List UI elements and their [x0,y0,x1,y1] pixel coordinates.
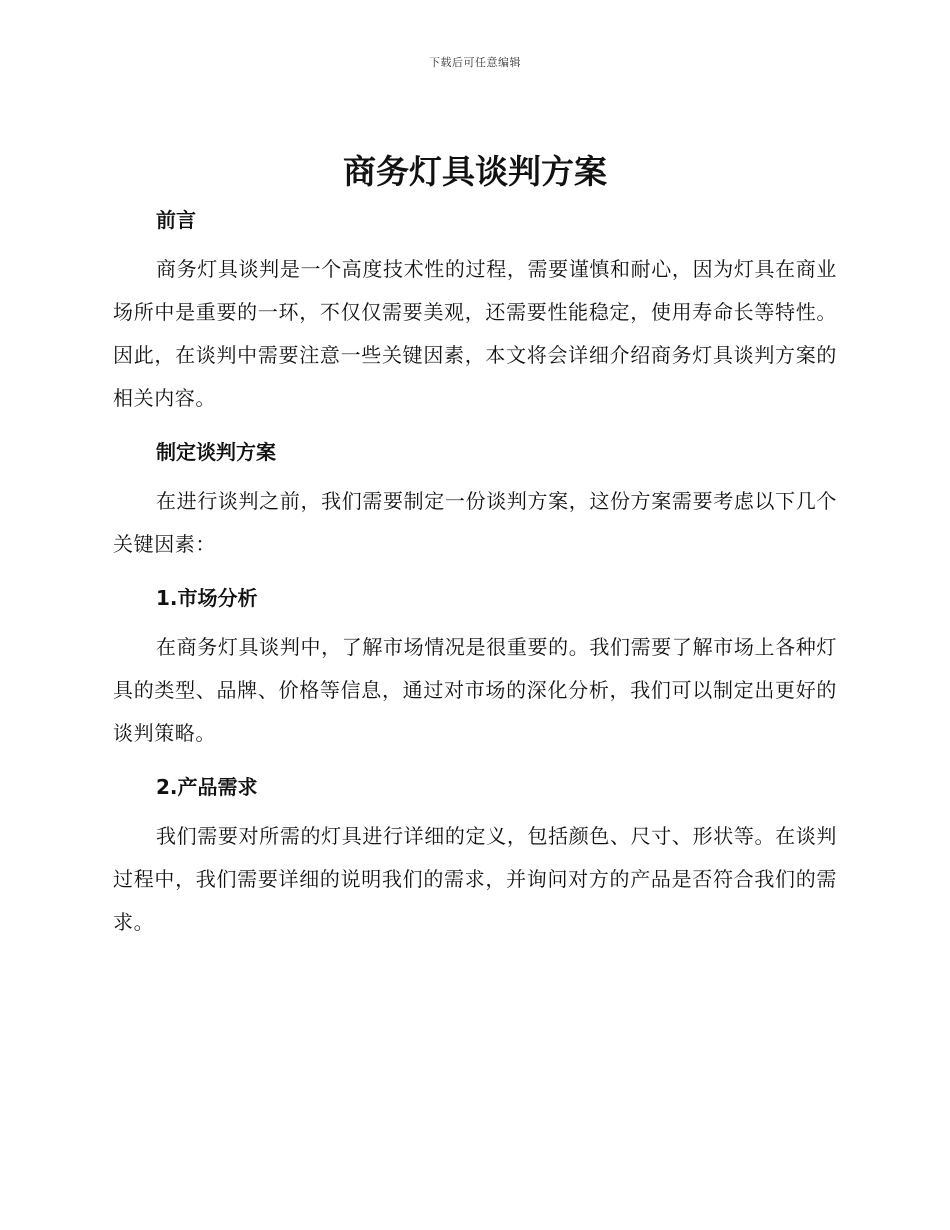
section-heading-product-requirements: 2.产品需求 [156,775,258,799]
section-heading-plan: 制定谈判方案 [156,440,276,464]
document-title: 商务灯具谈判方案 [343,152,607,191]
section-paragraph-product-requirements: 我们需要对所需的灯具进行详细的定义，包括颜色、尺寸、形状等。在谈判过程中，我们需要详细的说明我们的需求，并询问对方的产品是否符合我们的需求。 [113,824,837,934]
header-note: 下载后可任意编辑 [429,56,521,69]
section-paragraph-preface: 商务灯具谈判是一个高度技术性的过程，需要谨慎和耐心，因为灯具在商业场所中是重要的一环，不仅仅需要美观，还需要性能稳定，使用寿命长等特性。因此，在谈判中需要注意一些关键因素，本文将会详细介绍商务灯具谈判方案的相关内容。 [113,257,837,410]
document-body [113,200,837,944]
section-heading-market-analysis: 1.市场分析 [156,586,258,610]
section-paragraph-plan: 在进行谈判之前，我们需要制定一份谈判方案，这份方案需要考虑以下几个关键因素： [113,489,837,556]
section-paragraph-market-analysis: 在商务灯具谈判中，了解市场情况是很重要的。我们需要了解市场上各种灯具的类型、品牌、价格等信息，通过对市场的深化分析，我们可以制定出更好的谈判策略。 [113,635,837,745]
section-heading-preface: 前言 [156,208,196,232]
